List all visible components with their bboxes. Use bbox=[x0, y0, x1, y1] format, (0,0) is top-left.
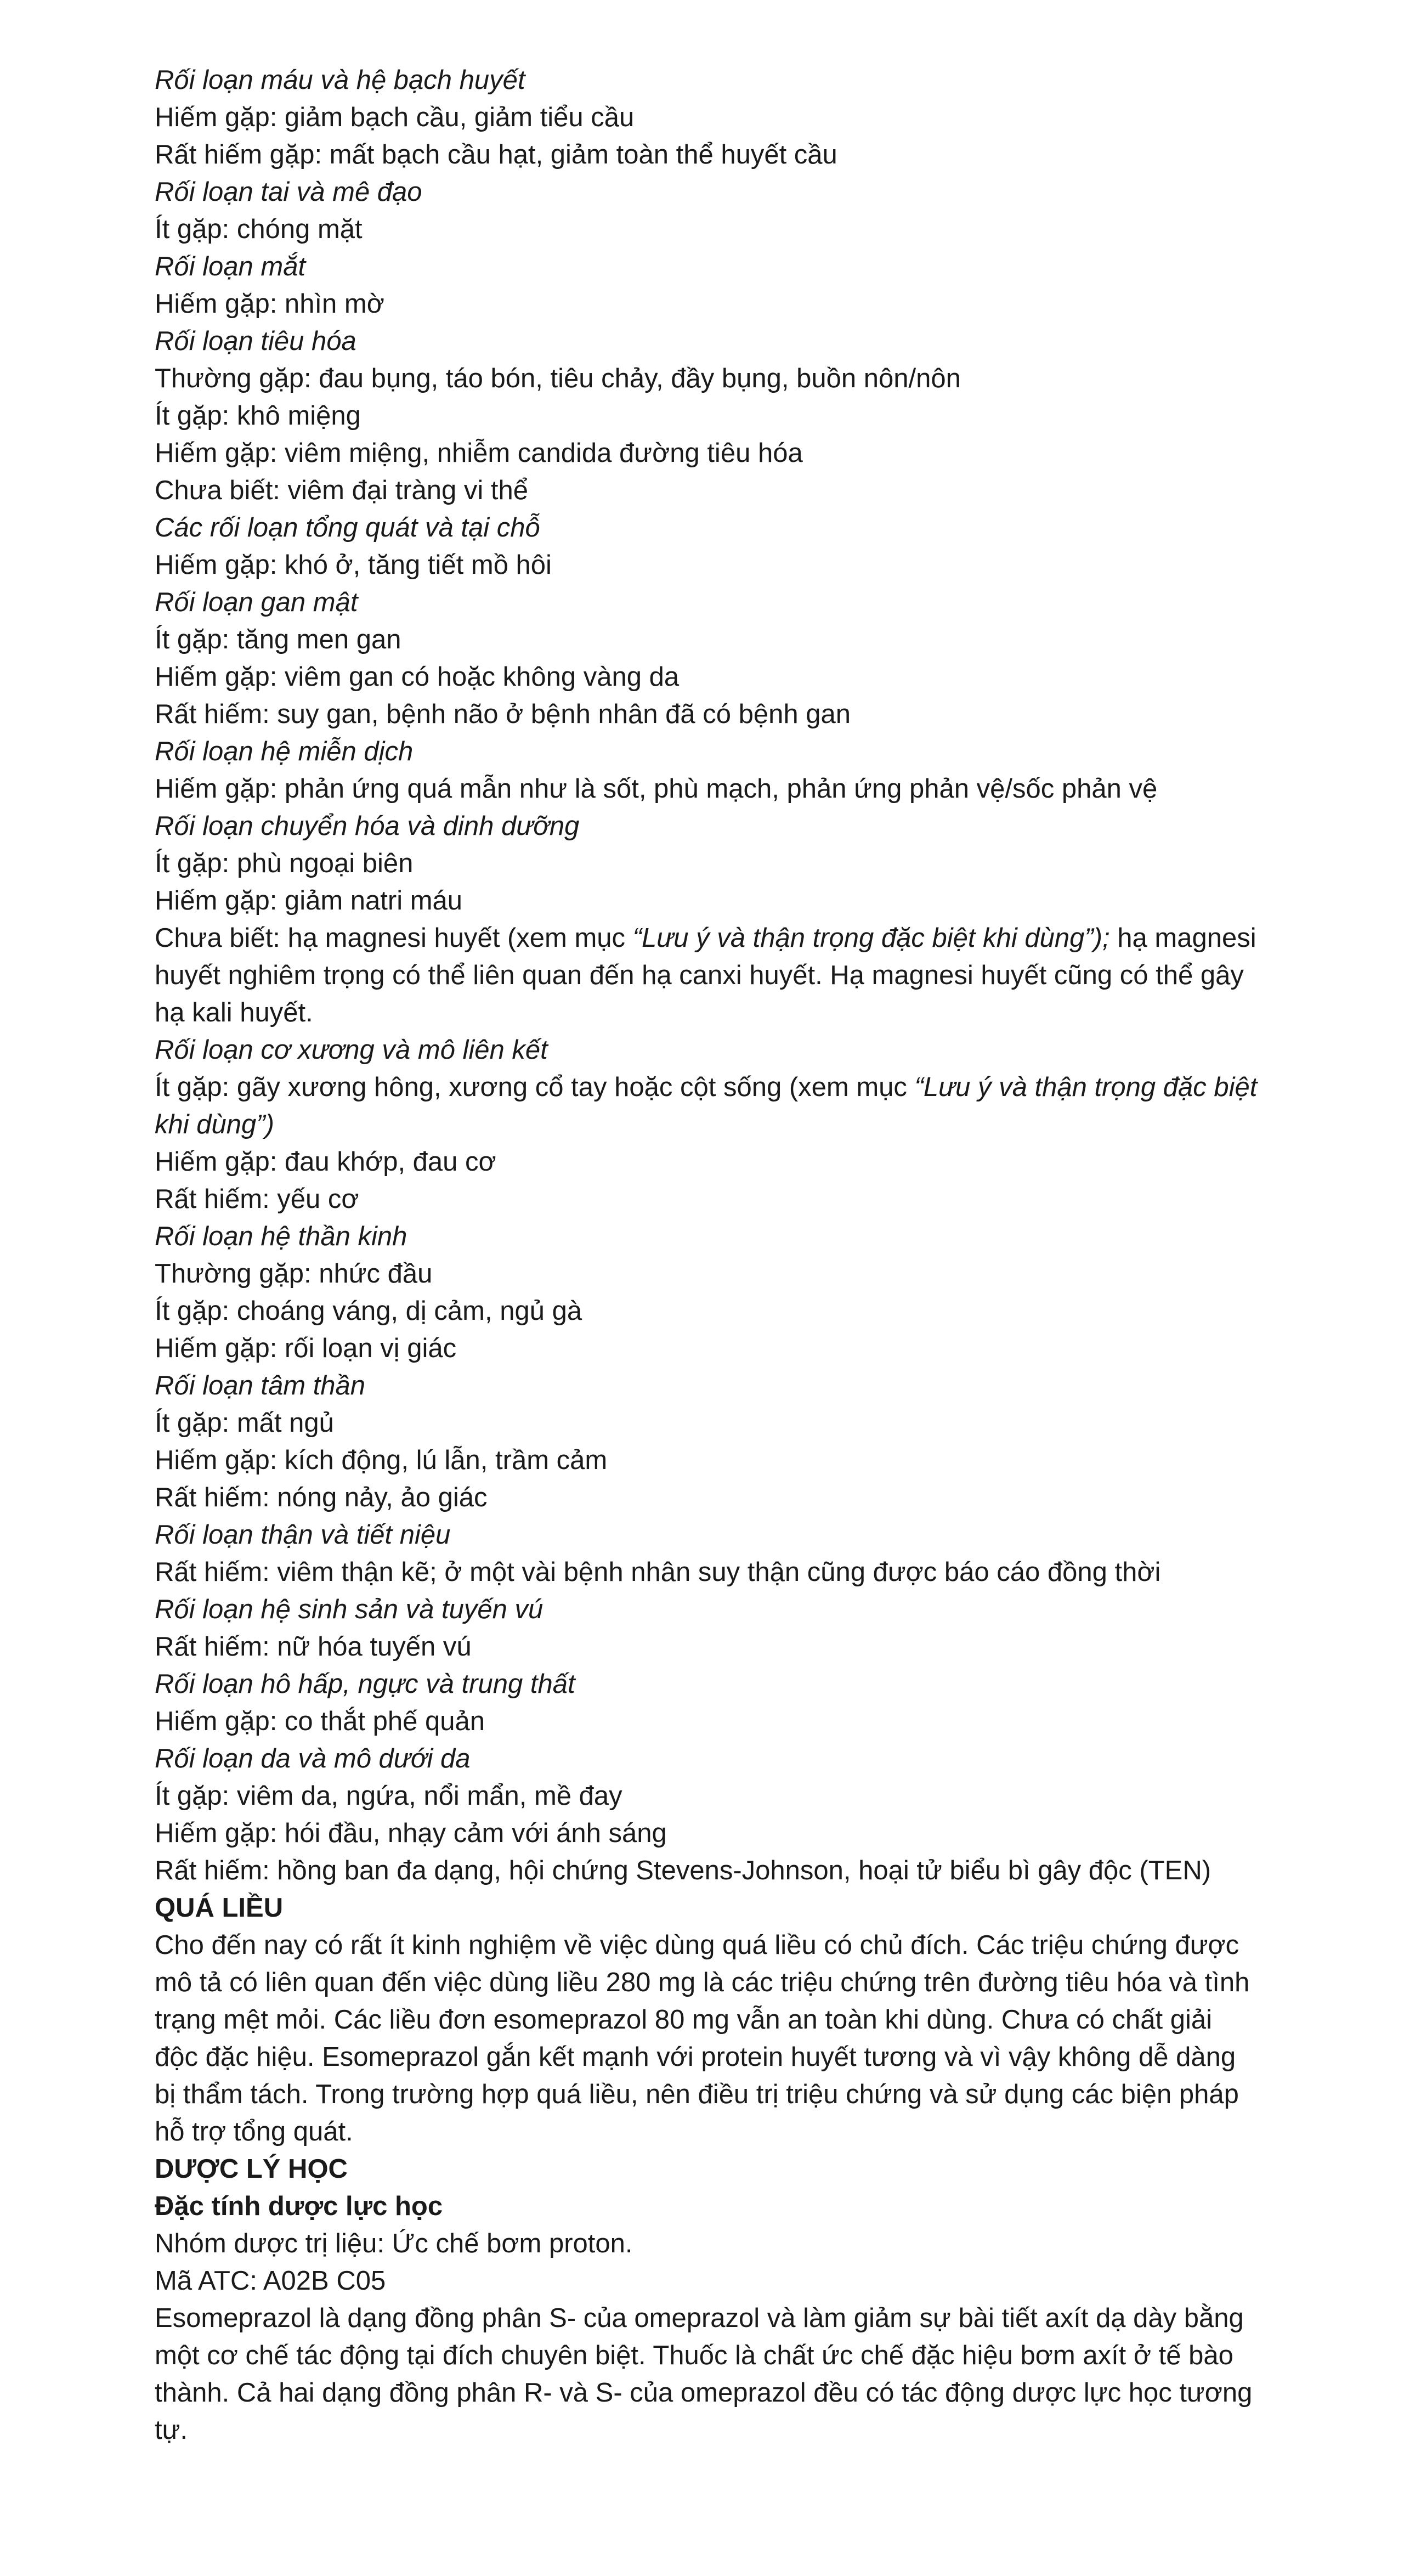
text-line: Thường gặp: nhức đầu bbox=[155, 1259, 433, 1289]
text-line: Hiếm gặp: đau khớp, đau cơ bbox=[155, 1147, 496, 1177]
cross-reference: “Lưu ý và thận trọng đặc biệt khi dùng”); bbox=[632, 923, 1110, 953]
text-line: Rất hiếm gặp: mất bạch cầu hạt, giảm toàn thể huyết cầu bbox=[155, 140, 837, 170]
section-title-roi-loan-tai-va-me-dao: Rối loạn tai và mê đạo bbox=[155, 177, 422, 207]
text-line: Ít gặp: mất ngủ bbox=[155, 1408, 334, 1438]
section-title-roi-loan-ho-hap-nguc-va-trung-that: Rối loạn hô hấp, ngực và trung thất bbox=[155, 1669, 575, 1699]
text-line: Hiếm gặp: khó ở, tăng tiết mồ hôi bbox=[155, 550, 552, 580]
text-line: Hiếm gặp: nhìn mờ bbox=[155, 289, 384, 319]
text-line: Ít gặp: khô miệng bbox=[155, 401, 361, 431]
heading-duoc-ly-hoc: DƯỢC LÝ HỌC bbox=[155, 2154, 348, 2184]
section-title-cac-roi-loan-tong-quat-va-tai-cho: Các rối loạn tổng quát và tại chỗ bbox=[155, 513, 540, 543]
text-line: Nhóm dược trị liệu: Ức chế bơm proton. bbox=[155, 2229, 633, 2258]
text-line: Rất hiếm: nóng nảy, ảo giác bbox=[155, 1483, 488, 1512]
text-line: Thường gặp: đau bụng, táo bón, tiêu chảy, đầy bụng, buồn nôn/nôn bbox=[155, 364, 961, 393]
text-line: Hiếm gặp: phản ứng quá mẫn như là sốt, phù mạch, phản ứng phản vệ/sốc phản vệ bbox=[155, 774, 1158, 804]
text-line: Hiếm gặp: giảm natri máu bbox=[155, 886, 463, 916]
text-span: hạ magnesi huyết nghiêm trọng có thể liên quan đến hạ canxi huyết. Hạ magnesi huyết cũng có thể gây hạ kali huyết. bbox=[155, 923, 1256, 1027]
paragraph: Cho đến nay có rất ít kinh nghiệm về việc dùng quá liều có chủ đích. Các triệu chứng được mô tả có liên quan đến việc dùng liều 280 mg là các triệu chứng trên đường tiêu hóa và tình trạng mệt mỏi. Các liều đơn esomeprazol 80 mg vẫn an toàn khi dùng. Chưa có chất giải độc đặc hiệu. Esomeprazol gắn kết mạnh với protein huyết tương và vì vậy không dễ dàng bị thẩm tách. Trong trường hợp quá liều, nên điều trị triệu chứng và sử dụng các biện pháp hỗ trợ tổng quát. bbox=[155, 1930, 1250, 2146]
section-title-roi-loan-tieu-hoa: Rối loạn tiêu hóa bbox=[155, 326, 356, 356]
text-line: Hiếm gặp: hói đầu, nhạy cảm với ánh sáng bbox=[155, 1818, 667, 1848]
text-line: Rất hiếm: nữ hóa tuyến vú bbox=[155, 1632, 472, 1662]
text-line: Hiếm gặp: giảm bạch cầu, giảm tiểu cầu bbox=[155, 103, 635, 132]
text-line: Mã ATC: A02B C05 bbox=[155, 2266, 386, 2296]
text-line: Ít gặp: chóng mặt bbox=[155, 214, 363, 244]
section-title-roi-loan-he-than-kinh: Rối loạn hệ thần kinh bbox=[155, 1222, 407, 1251]
text-line: Ít gặp: tăng men gan bbox=[155, 625, 401, 654]
text-span: Ít gặp: gãy xương hông, xương cổ tay hoặc cột sống (xem mục bbox=[155, 1072, 915, 1102]
heading-qua-lieu: QUÁ LIỀU bbox=[155, 1893, 284, 1923]
text-line: Hiếm gặp: kích động, lú lẫn, trầm cảm bbox=[155, 1445, 608, 1475]
cross-reference: “Lưu ý và thận trọng đặc biệt khi dùng”) bbox=[155, 1072, 1258, 1139]
section-title-roi-loan-mat: Rối loạn mắt bbox=[155, 252, 306, 281]
text-line: Rất hiếm: viêm thận kẽ; ở một vài bệnh nhân suy thận cũng được báo cáo đồng thời bbox=[155, 1557, 1161, 1587]
text-line: Ít gặp: choáng váng, dị cảm, ngủ gà bbox=[155, 1296, 582, 1326]
section-title-roi-loan-da-va-mo-duoi-da: Rối loạn da và mô dưới da bbox=[155, 1744, 471, 1773]
heading-dac-tinh-duoc-luc-hoc: Đặc tính dược lực học bbox=[155, 2191, 443, 2221]
paragraph: Esomeprazol là dạng đồng phân S- của omeprazol và làm giảm sự bài tiết axít dạ dày bằng một cơ chế tác động tại đích chuyên biệt. Thuốc là chất ức chế đặc hiệu bơm axít ở tế bào thành. Cả hai dạng đồng phân R- và S- của omeprazol đều có tác động dược lực học tương tự. bbox=[155, 2303, 1253, 2445]
text-line: Ít gặp: phù ngoại biên bbox=[155, 849, 414, 878]
text-line: Hiếm gặp: viêm gan có hoặc không vàng da bbox=[155, 662, 680, 692]
section-title-roi-loan-gan-mat: Rối loạn gan mật bbox=[155, 587, 358, 617]
section-title-roi-loan-co-xuong-va-mo-lien-ket: Rối loạn cơ xương và mô liên kết bbox=[155, 1035, 548, 1065]
text-line: Hiếm gặp: viêm miệng, nhiễm candida đường tiêu hóa bbox=[155, 438, 803, 468]
section-title-roi-loan-than-va-tiet-nieu: Rối loạn thận và tiết niệu bbox=[155, 1520, 451, 1550]
section-title-roi-loan-tam-than: Rối loạn tâm thần bbox=[155, 1371, 366, 1400]
mixed-paragraph bbox=[155, 1069, 1263, 1143]
section-title-roi-loan-he-sinh-san-va-tuyen-vu: Rối loạn hệ sinh sản và tuyến vú bbox=[155, 1595, 544, 1624]
text-line: Ít gặp: viêm da, ngứa, nổi mẩn, mề đay bbox=[155, 1781, 622, 1811]
text-line: Hiếm gặp: rối loạn vị giác bbox=[155, 1334, 457, 1363]
text-line: Chưa biết: viêm đại tràng vi thể bbox=[155, 476, 529, 505]
section-title-roi-loan-chuyen-hoa-va-dinh-duong: Rối loạn chuyển hóa và dinh dưỡng bbox=[155, 811, 580, 841]
document-body bbox=[155, 61, 1263, 2449]
text-line: Hiếm gặp: co thắt phế quản bbox=[155, 1707, 485, 1736]
text-line: Rất hiếm: suy gan, bệnh não ở bệnh nhân đã có bệnh gan bbox=[155, 699, 851, 729]
section-title-roi-loan-he-mien-dich: Rối loạn hệ miễn dịch bbox=[155, 737, 414, 766]
text-span: Chưa biết: hạ magnesi huyết (xem mục bbox=[155, 923, 633, 953]
section-title-roi-loan-mau-va-he-bach-huyet: Rối loạn máu và hệ bạch huyết bbox=[155, 65, 525, 95]
text-line: Rất hiếm: yếu cơ bbox=[155, 1184, 359, 1214]
text-line: Rất hiếm: hồng ban đa dạng, hội chứng Stevens-Johnson, hoại tử biểu bì gây độc (TEN) bbox=[155, 1856, 1211, 1885]
mixed-paragraph bbox=[155, 919, 1263, 1031]
